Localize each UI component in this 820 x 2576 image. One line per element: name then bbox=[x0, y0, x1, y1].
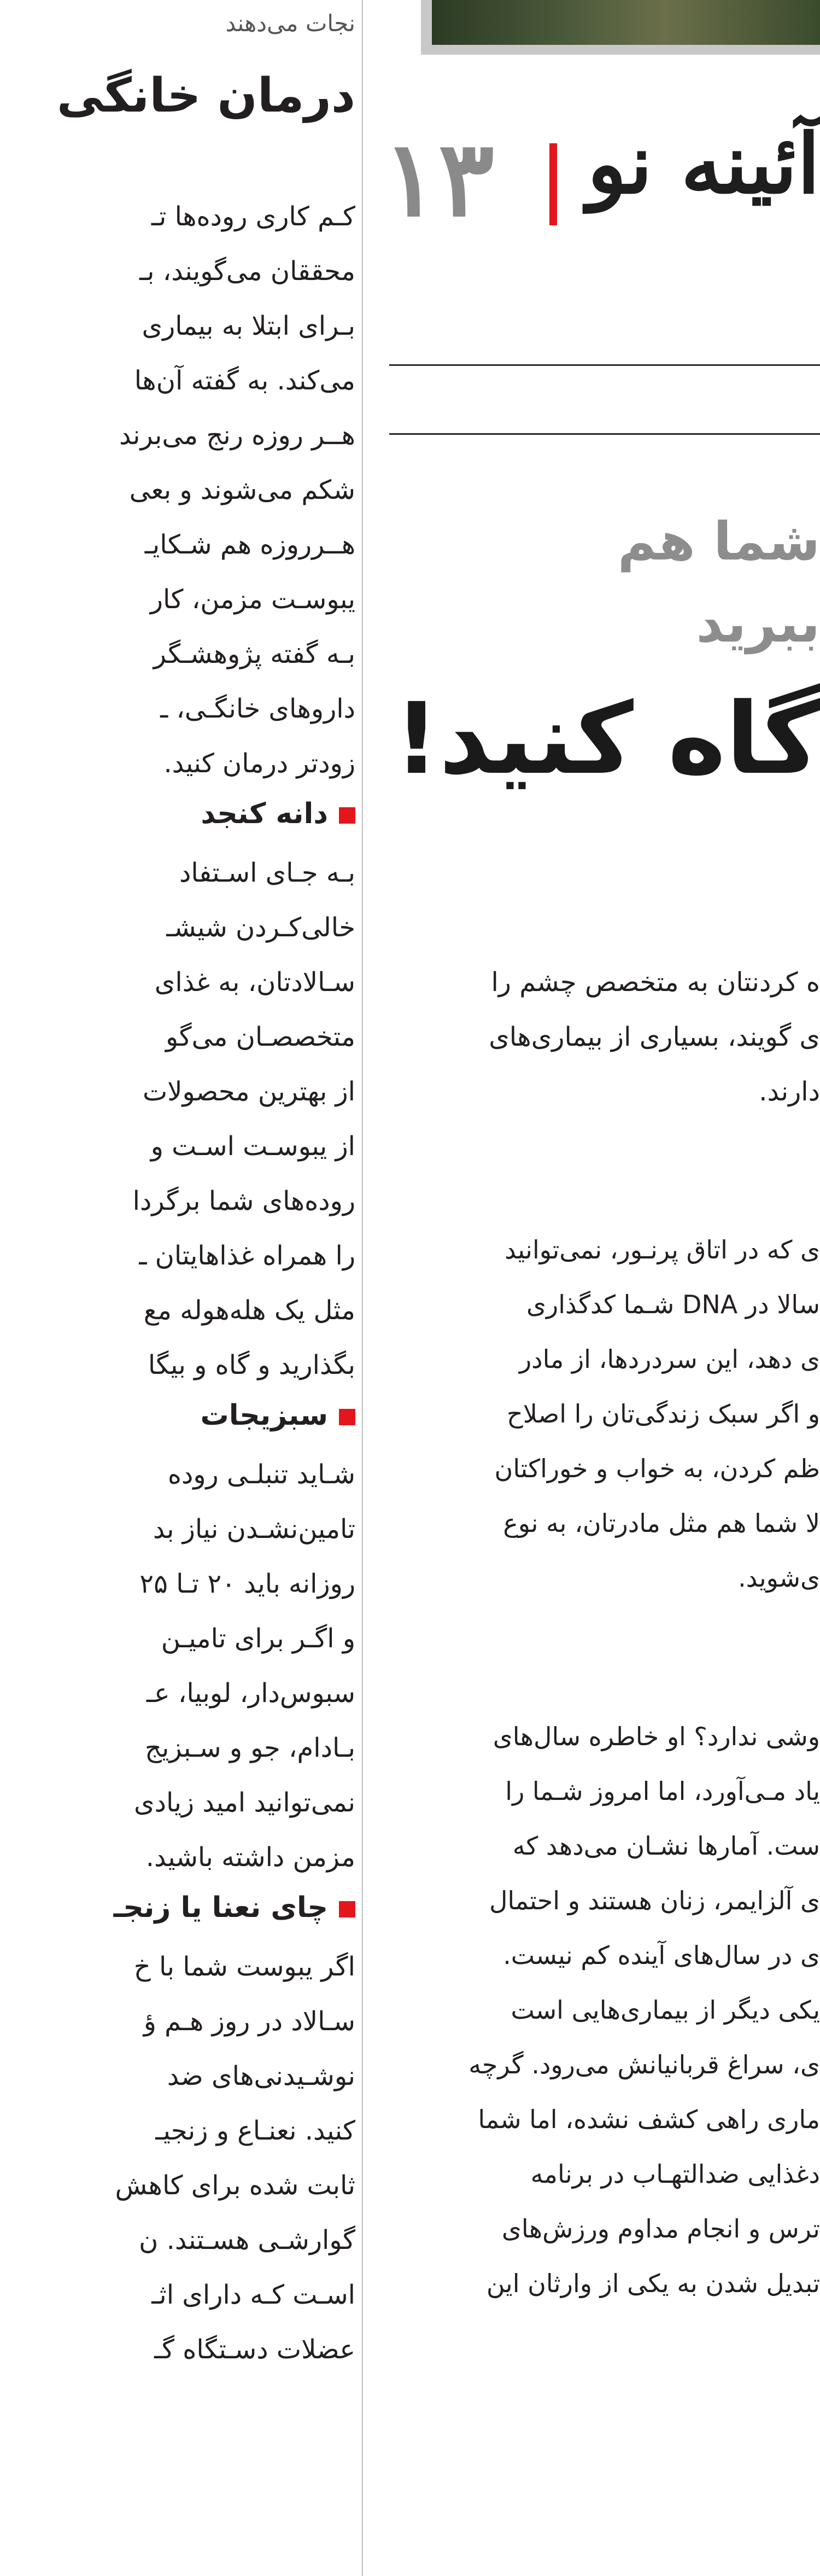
article-line: ی دهد، این سردردها، از مادر bbox=[519, 1344, 820, 1374]
article-line: وشی ندارد؟ او خاطره سال‌های bbox=[493, 1722, 820, 1751]
body-line: نوشـیدنی‌های ضد bbox=[167, 2061, 355, 2091]
section-title: دانه کنجد bbox=[201, 797, 328, 830]
top-photo bbox=[421, 0, 820, 55]
article-line: یاد مـی‌آورد، اما امروز شـما را bbox=[505, 1776, 820, 1806]
red-bullet bbox=[339, 807, 355, 824]
intro-line: هــر روزه رنج می‌برند bbox=[119, 420, 355, 451]
newspaper-logo: آئینه نو bbox=[587, 116, 820, 212]
intro-line: کـم کاری روده‌ها تـ bbox=[151, 201, 355, 232]
article-line: سالا در DNA شـما کدگذاری bbox=[526, 1290, 820, 1319]
body-line: کنید. نعنـاع و زنجیـ bbox=[155, 2115, 355, 2146]
article-line: ی در سال‌های آینده کم نیست. bbox=[503, 1940, 820, 1970]
masthead-red-divider bbox=[549, 143, 557, 225]
body-line: مزمن داشته باشید. bbox=[145, 1842, 355, 1873]
lead-line: ه کردنتان به متخصص چشم را bbox=[491, 967, 820, 998]
body-line: اگر یبوست شما با خ bbox=[133, 1951, 355, 1982]
article-line: ست. آمارها نشـان می‌دهد که bbox=[512, 1831, 820, 1861]
body-line: شـاید تنبلـی روده bbox=[167, 1459, 355, 1490]
left-article bbox=[0, 0, 355, 2576]
body-line: عضلات دسـتگاه گـ bbox=[154, 2334, 355, 2365]
body-line: بـه جـای اسـتفاد bbox=[179, 858, 355, 888]
body-line: نمی‌توانید امید زیادی bbox=[134, 1787, 355, 1818]
body-line: از بهترین محصولات bbox=[142, 1076, 355, 1107]
article-line: دغذایی ضدالتهـاب در برنامه bbox=[530, 2159, 820, 2189]
body-line: تامین‌نشـدن نیاز بد bbox=[153, 1514, 355, 1545]
article-line: ماری راهی کشف نشده، اما شما bbox=[478, 2105, 820, 2134]
red-bullet bbox=[339, 1409, 355, 1425]
rule-bottom bbox=[389, 433, 820, 435]
left-headline: درمان خانگی bbox=[56, 68, 355, 123]
article-line: تبدیل شدن به یکی از وارثان این bbox=[486, 2269, 820, 2298]
body-line: از یبوسـت اسـت و bbox=[150, 1131, 355, 1162]
body-line: ثابت شده برای کاهش bbox=[115, 2170, 355, 2201]
title-line-1: شما هم bbox=[617, 511, 820, 572]
red-bullet bbox=[339, 1901, 355, 1918]
body-line: اسـت کـه دارای اثـ bbox=[151, 2280, 355, 2310]
article-line: ی‌شوید. bbox=[738, 1563, 820, 1593]
article-line: ترس و انجام مداوم ورزش‌های bbox=[501, 2214, 820, 2243]
intro-line: زودتر درمان کنید. bbox=[163, 748, 355, 779]
section-title: چای نعنا یا زنجـ bbox=[113, 1891, 328, 1924]
rule-top bbox=[389, 364, 820, 366]
body-line: سـالادتان، به غذای bbox=[154, 967, 355, 998]
left-kicker: نجات می‌دهند bbox=[225, 10, 355, 37]
body-line: و اگـر برای تامیـن bbox=[161, 1623, 355, 1654]
intro-line: شکم می‌شوند و بعی bbox=[129, 475, 355, 505]
article-line: ی، سراغ قربانیانش می‌رود. گرچه bbox=[468, 2050, 820, 2079]
body-line: سـالاد در روز هـم ؤ bbox=[143, 2006, 355, 2037]
intro-line: بـه گفته پژوهشـگر bbox=[153, 639, 355, 669]
lead-line: دارند. bbox=[759, 1076, 820, 1107]
body-line: متخصصـان می‌گو bbox=[166, 1022, 355, 1052]
article-line: ظم کردن، به خواب و خوراکتان bbox=[494, 1454, 820, 1483]
section-heading-vegetables bbox=[0, 1401, 355, 1430]
section-heading-sesame bbox=[0, 797, 355, 830]
article-line: ی آلزایمر، زنان هستند و احتمال bbox=[489, 1886, 820, 1915]
photo-image bbox=[432, 0, 820, 45]
page-number: ۱۳ bbox=[383, 118, 495, 240]
column-divider bbox=[362, 0, 363, 2576]
body-line: روده‌های شما برگردا bbox=[132, 1186, 355, 1216]
intro-line: می‌کند. به گفته آن‌ها bbox=[134, 365, 355, 396]
body-line: مثل یک هله‌هوله مع bbox=[143, 1295, 355, 1326]
article-line: لا شما هم مثل مادرتان، به نوع bbox=[503, 1508, 820, 1538]
intro-line: یبوسـت مزمن، کار bbox=[150, 584, 355, 615]
body-line: گوارشـی هسـتند. ن bbox=[139, 2225, 355, 2256]
article-line: یکی دیگر از بیماری‌هایی است bbox=[511, 1995, 820, 2025]
title-line-2: ببرید bbox=[696, 593, 820, 654]
article-line: و اگر سبک زندگی‌تان را اصلاح bbox=[507, 1399, 820, 1429]
body-line: روزانه باید ۲۰ تـا ۲۵ bbox=[139, 1569, 355, 1599]
body-line: خالی‌کـردن شیشـ bbox=[166, 912, 355, 943]
intro-line: بـرای ابتلا به بیماری bbox=[142, 311, 355, 341]
body-line: بگذارید و گاه و بیگا bbox=[148, 1350, 355, 1380]
body-line: بـادام، جو و سـبزیج bbox=[145, 1733, 355, 1763]
body-line: را همراه غذاهایتان ـ bbox=[139, 1240, 355, 1271]
section-heading-tea bbox=[0, 1893, 355, 1922]
lead-line: ی گویند، بسیاری از بیماری‌های bbox=[489, 1022, 820, 1052]
intro-line: داروهای خانگـی، ـ bbox=[160, 693, 355, 724]
section-title: سبزیجات bbox=[200, 1399, 328, 1432]
intro-line: محققان می‌گویند، بـ bbox=[139, 256, 355, 287]
intro-line: هــرروزه هم شـکایـ bbox=[144, 529, 355, 560]
body-line: سبوس‌دار، لوبیا، عـ bbox=[146, 1678, 355, 1709]
main-title: گاه کنید! bbox=[394, 682, 820, 796]
article-line: ی که در اتاق پرنـور، نمی‌توانید bbox=[505, 1235, 820, 1264]
